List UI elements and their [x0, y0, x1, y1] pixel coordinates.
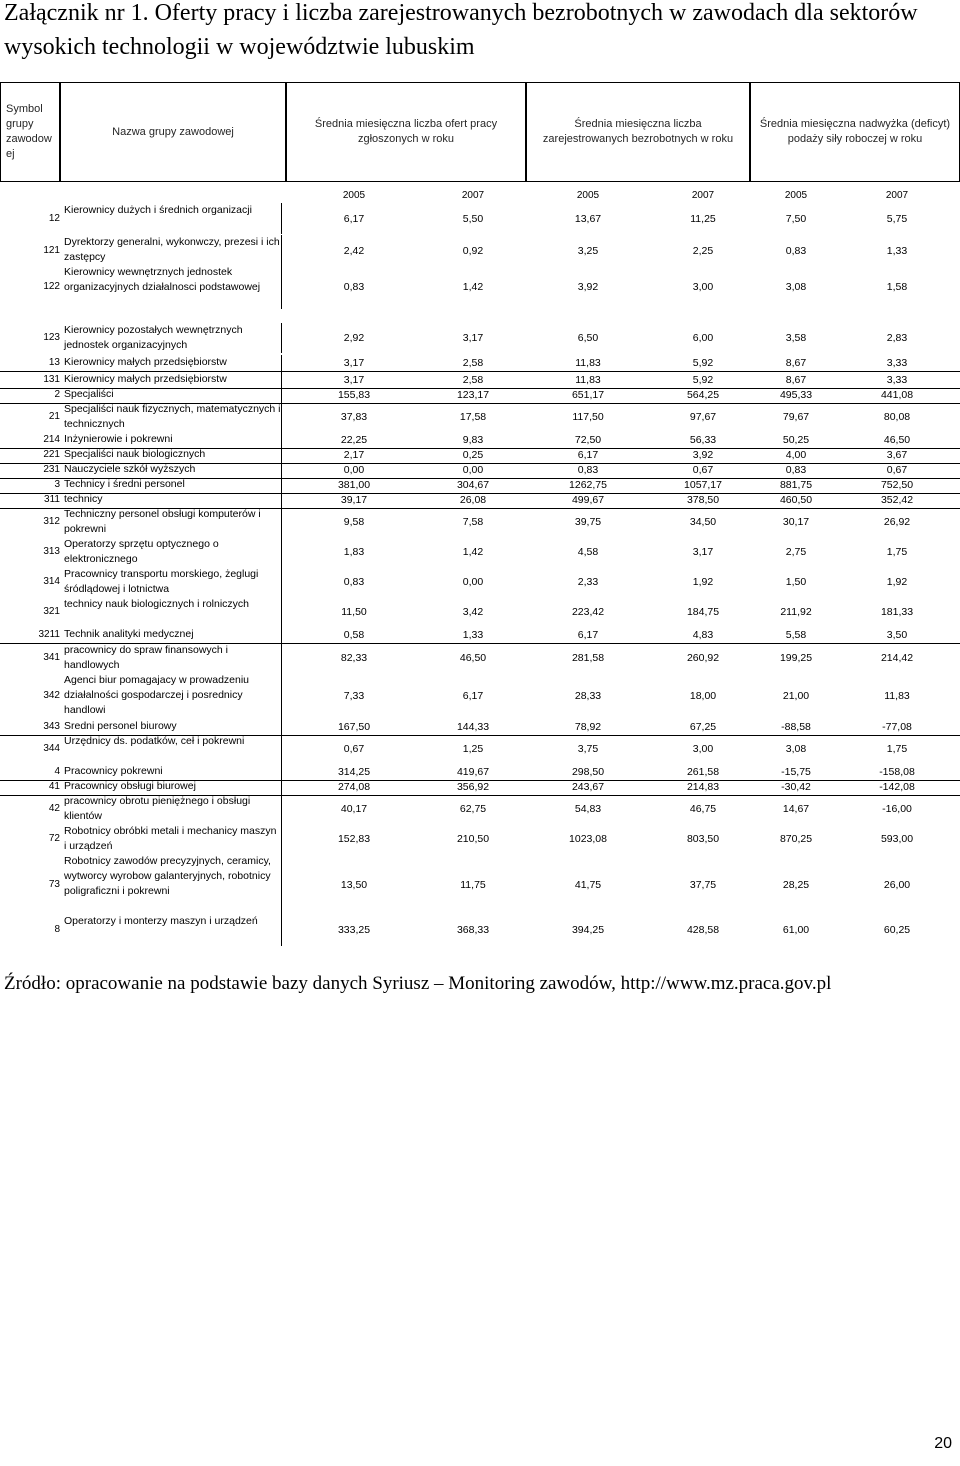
row-value: 1,50: [785, 576, 807, 588]
table-row: [0, 627, 960, 644]
row-name: technicy: [64, 492, 282, 508]
row-symbol: 72: [48, 833, 60, 844]
row-value: 381,00: [337, 479, 371, 491]
row-value: 881,75: [779, 479, 813, 491]
row-value: 54,83: [574, 803, 602, 815]
row-value: 62,75: [459, 803, 487, 815]
row-symbol: 21: [48, 411, 60, 422]
row-name: Technicy i średni personel: [64, 477, 282, 493]
row-value: 0,00: [462, 464, 484, 476]
row-symbol: 4: [54, 766, 60, 777]
row-value: 1,58: [886, 281, 908, 293]
row-name: Robotnicy zawodów precyzyjnych, ceramicy, wytworcy wyrobow galanteryjnych, robotnicy poligraficzni i pokrewni: [64, 854, 282, 916]
header-name: Nazwa grupy zawodowej: [60, 83, 286, 181]
row-value: -16,00: [882, 803, 912, 815]
row-value: 3,17: [343, 374, 365, 386]
row-name: Pracownicy pokrewni: [64, 764, 282, 780]
row-value: 3,08: [785, 281, 807, 293]
row-value: 8,67: [785, 357, 807, 369]
row-value: 82,33: [340, 652, 368, 664]
table-row: [0, 203, 960, 234]
row-value: 495,33: [779, 389, 813, 401]
row-name: technicy nauk biologicznych i rolniczych: [64, 597, 282, 627]
row-value: 80,08: [883, 411, 911, 423]
row-value: 50,25: [782, 434, 810, 446]
row-value: 30,17: [782, 516, 810, 528]
row-value: 803,50: [686, 833, 720, 845]
row-value: 39,17: [340, 494, 368, 506]
row-value: 0,67: [692, 464, 714, 476]
row-value: 0,92: [462, 244, 484, 257]
row-value: 26,00: [883, 879, 911, 891]
row-value: 17,58: [459, 411, 487, 423]
row-value: 11,83: [575, 357, 601, 369]
row-value: 37,75: [689, 879, 717, 891]
row-value: 3,00: [692, 281, 714, 293]
row-value: 6,17: [462, 690, 484, 702]
row-value: 1,83: [343, 546, 365, 558]
row-name: Specjaliści nauk fizycznych, matematycznych i technicznych: [64, 403, 281, 430]
row-value: 37,83: [340, 411, 368, 423]
row-symbol: 321: [43, 606, 60, 617]
row-value: 593,00: [880, 833, 914, 845]
row-name: Pracownicy obsługi biurowej: [64, 779, 282, 795]
row-value: 3,33: [886, 374, 908, 386]
row-value: -142,08: [879, 781, 915, 793]
row-name: Kierownicy małych przedsiębiorstw: [64, 372, 282, 388]
row-value: 26,08: [459, 494, 487, 506]
row-value: 0,00: [343, 464, 365, 476]
row-value: 2,42: [343, 244, 365, 257]
row-value: 870,25: [779, 833, 813, 845]
row-value: 3,92: [692, 449, 714, 461]
row-symbol: 122: [43, 281, 60, 292]
row-value: 0,00: [462, 576, 484, 588]
row-value: 28,33: [574, 690, 602, 702]
row-value: 261,58: [686, 766, 720, 778]
row-name: Specjaliści nauk biologicznych: [64, 447, 282, 463]
row-value: 2,17: [343, 449, 365, 461]
row-value: 21,00: [782, 690, 810, 702]
row-value: 34,50: [689, 516, 717, 528]
row-value: 2,92: [343, 332, 365, 344]
row-value: 199,25: [779, 652, 813, 664]
header-unemployed: Średnia miesięczna liczba zarejestrowanych bezrobotnych w roku: [526, 83, 750, 181]
table-row: [0, 537, 960, 567]
row-value: 281,58: [571, 652, 605, 664]
row-value: 3,33: [886, 357, 908, 369]
row-symbol: 314: [43, 576, 60, 587]
row-name: Nauczyciele szkół wyższych: [64, 462, 282, 478]
row-name: Technik analityki medycznej: [64, 627, 282, 643]
row-value: 314,25: [337, 766, 371, 778]
row-value: 5,50: [462, 212, 484, 225]
row-name: Kierownicy dużych i średnich organizacji: [64, 203, 282, 234]
row-value: 2,33: [577, 576, 599, 588]
table-row: [0, 673, 960, 719]
row-value: 181,33: [880, 606, 914, 618]
row-value: 2,58: [462, 357, 484, 369]
table-row: [0, 567, 960, 597]
table-row: [0, 643, 960, 673]
row-name: Dyrektorzy generalni, wykonwczy, prezesi i ich zastępcy: [64, 235, 282, 266]
row-value: 144,33: [456, 721, 490, 733]
row-value: 7,33: [343, 690, 365, 702]
row-name: Inżynierowie i pokrewni: [64, 432, 282, 448]
row-value: 0,83: [343, 576, 365, 588]
row-value: 210,50: [456, 833, 490, 845]
row-value: 4,00: [785, 449, 807, 461]
row-value: 9,83: [462, 434, 484, 446]
row-value: 3,08: [785, 743, 807, 755]
row-value: 1,33: [462, 629, 484, 641]
row-symbol: 8: [54, 924, 60, 935]
page-title: Załącznik nr 1. Oferty pracy i liczba zarejestrowanych bezrobotnych w zawodach dla sektorów wysokich technologii w województwie lubuskim: [4, 0, 918, 60]
table-row: [0, 597, 960, 627]
row-name: Specjaliści: [64, 387, 282, 403]
row-value: 1262,75: [569, 479, 607, 491]
row-symbol: 3211: [38, 629, 60, 640]
row-value: 3,17: [462, 332, 484, 344]
year-label: 2007: [461, 190, 485, 201]
row-value: 274,08: [337, 781, 371, 793]
row-value: 2,75: [785, 546, 807, 558]
year-label: 2005: [784, 190, 808, 201]
row-value: 0,83: [343, 281, 365, 293]
row-value: 1,92: [886, 576, 908, 588]
row-value: 5,92: [692, 357, 714, 369]
row-value: 40,17: [340, 803, 368, 815]
row-value: 1,25: [462, 743, 484, 755]
row-value: 3,92: [577, 281, 599, 293]
row-name: Robotnicy obróbki metali i mechanicy maszyn i urządzeń: [64, 824, 282, 854]
row-value: 378,50: [686, 494, 720, 506]
row-value: 3,17: [343, 357, 365, 369]
table-row: [0, 355, 960, 372]
row-value: 5,92: [692, 374, 714, 386]
row-value: 8,67: [785, 374, 807, 386]
table-row: [0, 914, 960, 946]
row-value: 1,42: [462, 281, 484, 293]
row-name: Kierownicy małych przedsiębiorstw: [64, 355, 282, 371]
row-value: -88,58: [781, 721, 811, 733]
row-value: 13,50: [340, 879, 368, 891]
row-value: 368,33: [456, 924, 490, 936]
table-row: [0, 824, 960, 854]
row-value: 167,50: [337, 721, 371, 733]
year-header-row: [0, 190, 960, 204]
row-value: 1,42: [462, 546, 484, 558]
table-row: [0, 265, 960, 309]
year-label: 2007: [885, 190, 909, 201]
row-value: 7,50: [785, 212, 807, 225]
row-symbol: 342: [43, 690, 60, 701]
row-value: 243,67: [571, 781, 605, 793]
row-value: 1023,08: [569, 833, 607, 845]
table-row: [0, 854, 960, 916]
row-symbol: 3: [54, 479, 60, 490]
row-value: 14,67: [782, 803, 810, 815]
row-name: Pracownicy transportu morskiego, żeglugi śródlądowej i lotnictwa: [64, 567, 282, 597]
row-name: Sredni personel biurowy: [64, 719, 282, 735]
row-value: 460,50: [779, 494, 813, 506]
row-value: 1,75: [886, 743, 908, 755]
row-value: 1,75: [886, 546, 908, 558]
row-value: 394,25: [571, 924, 605, 936]
table-row: [0, 402, 960, 432]
row-value: 0,83: [577, 464, 599, 476]
row-value: 2,83: [886, 332, 908, 344]
row-value: 11,50: [341, 606, 367, 618]
row-value: 428,58: [686, 924, 720, 936]
row-name: Urzędnicy ds. podatków, ceł i pokrewni: [64, 734, 282, 764]
row-symbol: 131: [43, 374, 60, 385]
row-value: 61,00: [782, 924, 810, 936]
row-symbol: 344: [43, 743, 60, 754]
header-offers: Średnia miesięczna liczba ofert pracy zgłoszonych w roku: [286, 83, 526, 181]
row-value: 46,50: [883, 434, 911, 446]
row-value: 1,33: [886, 244, 908, 257]
table-row: [0, 235, 960, 266]
row-value: 3,67: [886, 449, 908, 461]
table-row: [0, 734, 960, 764]
year-label: 2005: [576, 190, 600, 201]
row-value: 211,92: [780, 606, 812, 618]
row-value: 214,42: [880, 652, 914, 664]
row-value: 752,50: [880, 479, 914, 491]
row-value: -158,08: [879, 766, 915, 778]
row-value: 97,67: [689, 411, 717, 423]
row-symbol: 341: [43, 652, 60, 663]
row-value: 352,42: [880, 494, 914, 506]
row-value: 0,25: [462, 449, 484, 461]
row-value: 11,83: [884, 690, 910, 702]
row-symbol: 73: [48, 879, 60, 890]
row-symbol: 231: [43, 464, 60, 475]
row-value: 356,92: [456, 781, 490, 793]
row-value: 46,75: [689, 803, 717, 815]
row-value: 3,42: [462, 606, 484, 618]
row-value: 123,17: [456, 389, 490, 401]
row-value: 214,83: [686, 781, 720, 793]
row-name: Kierownicy pozostałych wewnętrznych jednostek organizacyjnych: [64, 323, 282, 353]
row-value: 7,58: [462, 516, 484, 528]
page-number: 20: [934, 1435, 952, 1452]
table-row: [0, 507, 960, 537]
row-value: 333,25: [337, 924, 371, 936]
row-value: 441,08: [880, 389, 914, 401]
row-value: 260,92: [686, 652, 720, 664]
row-symbol: 12: [48, 212, 60, 224]
row-value: 18,00: [689, 690, 717, 702]
row-value: 5,58: [785, 629, 807, 641]
year-label: 2007: [691, 190, 715, 201]
row-value: 1,92: [692, 576, 714, 588]
row-value: 56,33: [689, 434, 717, 446]
row-value: 117,50: [572, 411, 604, 423]
row-value: 11,75: [460, 879, 486, 891]
row-value: 79,67: [782, 411, 810, 423]
row-value: 41,75: [574, 879, 602, 891]
row-symbol: 41: [48, 781, 60, 792]
row-value: 2,25: [692, 244, 714, 257]
row-value: 0,67: [886, 464, 908, 476]
row-value: 60,25: [883, 924, 911, 936]
row-name: Agenci biur pomagajacy w prowadzeniu działalności gospodarczej i posrednicy handlowi: [64, 673, 282, 719]
row-value: 11,25: [690, 212, 716, 225]
table-row: [0, 794, 960, 824]
row-value: 0,58: [343, 629, 365, 641]
row-value: 155,83: [337, 389, 371, 401]
row-symbol: 311: [44, 494, 60, 505]
row-value: -77,08: [882, 721, 912, 733]
row-value: 5,75: [886, 212, 908, 225]
row-value: 6,00: [692, 332, 714, 344]
row-value: 152,83: [337, 833, 371, 845]
row-symbol: 13: [48, 357, 60, 368]
row-value: 298,50: [571, 766, 605, 778]
row-name: Operatorzy i monterzy maszyn i urządzeń: [64, 914, 282, 946]
row-value: 22,25: [340, 434, 368, 446]
row-value: 4,58: [577, 546, 599, 558]
row-value: 13,67: [574, 212, 602, 225]
row-value: 0,83: [785, 244, 807, 257]
row-value: 2,58: [462, 374, 484, 386]
row-symbol: 214: [43, 434, 60, 445]
row-name: pracownicy obrotu pieniężnego i obsługi klientów: [64, 794, 282, 824]
row-value: 3,25: [577, 244, 599, 257]
row-value: 564,25: [686, 389, 720, 401]
row-value: 26,92: [883, 516, 911, 528]
row-name: Operatorzy sprzętu optycznego o elektronicznego: [64, 537, 282, 567]
row-value: 6,50: [577, 332, 599, 344]
row-value: 3,00: [692, 743, 714, 755]
table-row: [0, 323, 960, 353]
row-value: 499,67: [571, 494, 605, 506]
row-value: 39,75: [574, 516, 602, 528]
row-value: 419,67: [456, 766, 490, 778]
row-value: 3,50: [886, 629, 908, 641]
row-value: 6,17: [577, 449, 599, 461]
row-symbol: 343: [43, 721, 60, 732]
row-symbol: 221: [43, 449, 60, 460]
row-value: 0,67: [343, 743, 365, 755]
row-value: 78,92: [574, 721, 602, 733]
row-value: 3,75: [577, 743, 599, 755]
row-name: Techniczny personel obsługi komputerów i pokrewni: [64, 507, 282, 537]
header-symbol: Symbol grupy zawodow ej: [0, 83, 60, 181]
row-value: 46,50: [459, 652, 487, 664]
row-name: Kierownicy wewnętrznych jednostek organizacyjnych działalnosci podstawowej: [64, 265, 282, 309]
row-symbol: 313: [43, 546, 60, 557]
row-value: 3,17: [692, 546, 714, 558]
row-value: 72,50: [574, 434, 602, 446]
row-symbol: 2: [54, 389, 60, 400]
row-value: 28,25: [782, 879, 810, 891]
row-value: 304,67: [456, 479, 490, 491]
row-symbol: 42: [48, 803, 60, 814]
row-value: 0,83: [785, 464, 807, 476]
row-value: 184,75: [686, 606, 720, 618]
row-value: 223,42: [571, 606, 605, 618]
row-value: -30,42: [781, 781, 811, 793]
row-value: 6,17: [577, 629, 599, 641]
row-value: -15,75: [781, 766, 811, 778]
row-symbol: 121: [43, 244, 60, 256]
row-value: 11,83: [575, 374, 601, 386]
row-value: 67,25: [689, 721, 717, 733]
row-value: 9,58: [343, 516, 365, 528]
row-symbol: 123: [43, 332, 60, 343]
row-value: 1057,17: [684, 479, 722, 491]
row-value: 4,83: [692, 629, 714, 641]
table-header: [0, 82, 960, 182]
row-symbol: 312: [43, 516, 60, 527]
source-note: Źródło: opracowanie na podstawie bazy danych Syriusz – Monitoring zawodów, http://www.mz.praca.gov.pl: [4, 973, 832, 994]
row-value: 3,58: [785, 332, 807, 344]
header-surplus: Średnia miesięczna nadwyżka (deficyt) podaży siły roboczej w roku: [750, 83, 960, 181]
row-name: pracownicy do spraw finansowych i handlowych: [64, 643, 282, 673]
year-label: 2005: [342, 190, 366, 201]
row-value: 6,17: [343, 212, 365, 225]
row-value: 651,17: [571, 389, 605, 401]
